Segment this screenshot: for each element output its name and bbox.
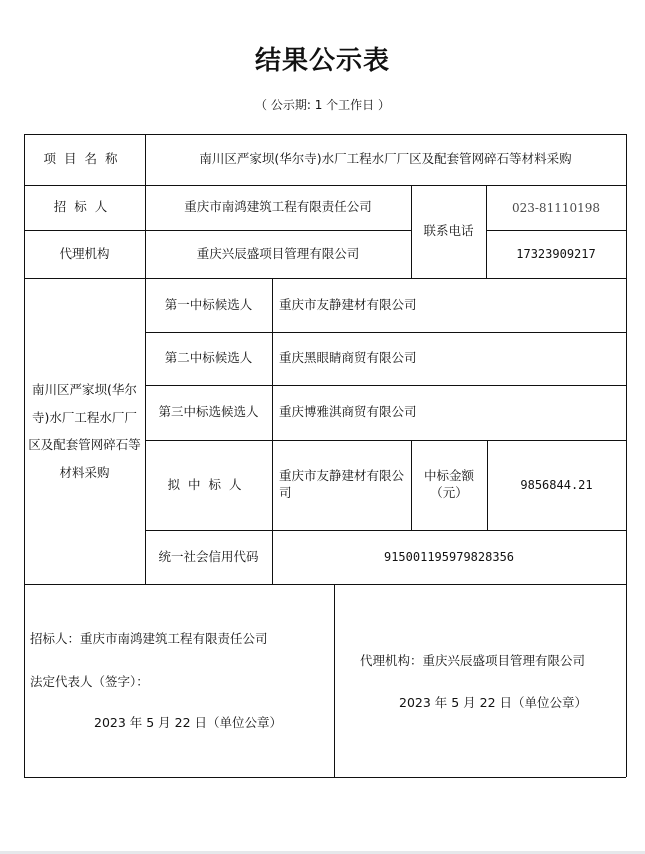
tenderer-date-seal: 2023 年 5 月 22 日（单位公章） (94, 715, 283, 730)
table-divider (334, 584, 335, 777)
project-name-value: 南川区严家坝(华尔寺)水厂工程水厂厂区及配套管网碎石等材料采购 (199, 151, 572, 167)
agency-signature-line: 代理机构：重庆兴辰盛项目管理有限公司 (360, 653, 586, 668)
agency-label: 代理机构 (59, 245, 110, 261)
bid-amount-value: 9856844.21 (520, 478, 593, 492)
tenderer-signature-line: 招标人：重庆市南鸿建筑工程有限责任公司 (30, 631, 268, 646)
credit-code-label: 统一社会信用代码 (158, 548, 259, 564)
table-border (626, 134, 627, 777)
section-name: 南川区严家坝(华尔寺)水厂工程水厂厂区及配套管网碎石等材料采购 (28, 382, 141, 480)
agency-phone: 17323909217 (516, 247, 596, 261)
agency-value: 重庆兴辰盛项目管理有限公司 (196, 245, 360, 261)
candidate-3-value: 重庆博雅淇商贸有限公司 (279, 404, 417, 420)
tenderer-label: 招标人 (53, 199, 116, 215)
proposed-winner-label: 拟中标人 (167, 476, 250, 492)
credit-code-value: 915001195979828356 (383, 550, 515, 564)
tenderer-phone: 023-81110198 (511, 200, 601, 215)
document-title: 结果公示表 (254, 46, 390, 76)
bid-amount-label: 中标金额（元） (423, 468, 474, 500)
candidate-1-label: 第一中标候选人 (164, 296, 253, 312)
candidate-3-label: 第三中标选候选人 (158, 404, 259, 420)
publicity-period: （ 公示期: 1 个工作日 ） (255, 98, 390, 112)
table-divider (24, 584, 626, 585)
table-divider (411, 440, 412, 530)
legal-representative-line: 法定代表人（签字）： (30, 674, 149, 689)
candidate-2-value: 重庆黑眼睛商贸有限公司 (279, 350, 417, 366)
contact-phone-label: 联系电话 (423, 223, 474, 239)
agency-date-seal: 2023 年 5 月 22 日（单位公章） (399, 695, 588, 710)
project-name-label: 项目名称 (43, 151, 126, 167)
candidate-1-value: 重庆市友静建材有限公司 (279, 296, 417, 312)
candidate-2-label: 第二中标候选人 (164, 350, 253, 366)
proposed-winner-value: 重庆市友静建材有限公司 (279, 468, 405, 500)
tenderer-value: 重庆市南鸿建筑工程有限责任公司 (184, 199, 372, 215)
table-border (24, 777, 626, 778)
